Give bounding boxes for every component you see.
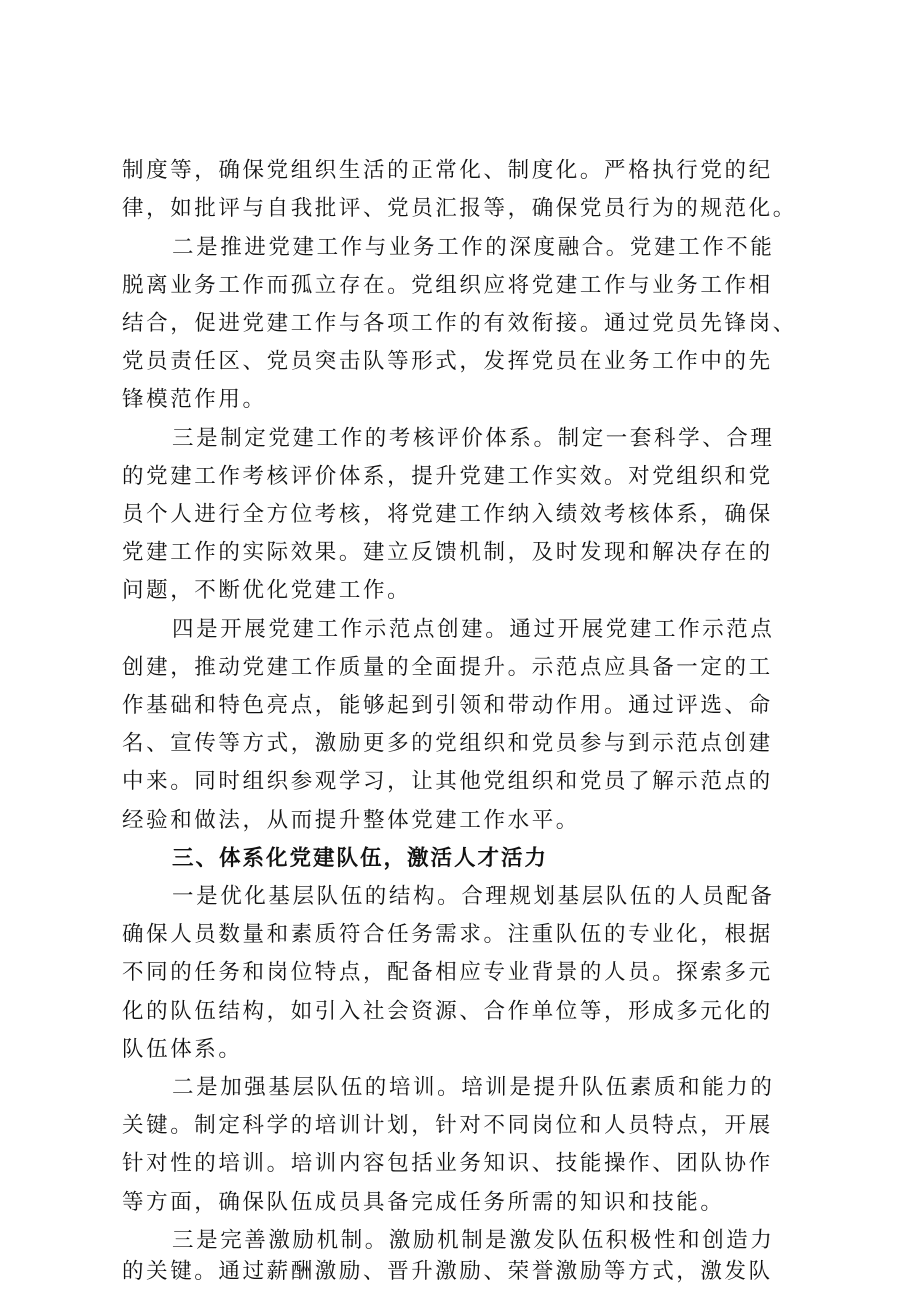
paragraph-first-line: 三是制定党建工作的考核评价体系。制定一套科学、合理 [172,426,775,451]
body-text-line: 化的队伍结构，如引入社会资源、合作单位等，形成多元化的 [122,999,773,1024]
body-text-line: 等方面，确保队伍成员具备完成任务所需的知识和技能。 [122,1190,725,1215]
body-text-line: 律，如批评与自我批评、党员汇报等，确保党员行为的规范化。 [122,196,797,221]
body-text-line: 党员责任区、党员突击队等形式，发挥党员在业务工作中的先 [122,349,773,374]
section-heading: 三、体系化党建队伍，激活人才活力 [172,846,549,871]
body-text-line: 关键。制定科学的培训计划，针对不同岗位和人员特点，开展 [122,1113,773,1138]
body-text-line: 员个人进行全方位考核，将党建工作纳入绩效考核体系，确保 [122,502,773,527]
body-text-line: 的党建工作考核评价体系，提升党建工作实效。对党组织和党 [122,464,773,489]
body-text-line: 问题，不断优化党建工作。 [122,578,412,603]
body-text-line: 的关键。通过薪酬激励、晋升激励、荣誉激励等方式，激发队 [122,1259,773,1284]
body-text-line: 不同的任务和岗位特点，配备相应专业背景的人员。探索多元 [122,960,773,985]
paragraph-first-line: 二是推进党建工作与业务工作的深度融合。党建工作不能 [172,235,775,260]
body-text-line: 作基础和特色亮点，能够起到引领和带动作用。通过评选、命 [122,693,773,718]
body-text-line: 确保人员数量和素质符合任务需求。注重队伍的专业化，根据 [122,922,773,947]
body-text-line: 队伍体系。 [122,1037,243,1062]
body-text-line: 锋模范作用。 [122,387,267,412]
body-text-line: 制度等，确保党组织生活的正常化、制度化。严格执行党的纪 [122,158,773,183]
body-text-line: 结合，促进党建工作与各项工作的有效衔接。通过党员先锋岗、 [122,311,797,336]
body-text-line: 经验和做法，从而提升整体党建工作水平。 [122,808,580,833]
body-text-line: 中来。同时组织参观学习，让其他党组织和党员了解示范点的 [122,769,773,794]
paragraph-first-line: 三是完善激励机制。激励机制是激发队伍积极性和创造力 [172,1228,775,1253]
body-text-line: 创建，推动党建工作质量的全面提升。示范点应具备一定的工 [122,655,773,680]
body-text-line: 针对性的培训。培训内容包括业务知识、技能操作、团队协作 [122,1151,773,1176]
paragraph-first-line: 四是开展党建工作示范点创建。通过开展党建工作示范点 [172,617,775,642]
body-text-line: 名、宣传等方式，激励更多的党组织和党员参与到示范点创建 [122,731,773,756]
paragraph-first-line: 二是加强基层队伍的培训。培训是提升队伍素质和能力的 [172,1075,775,1100]
paragraph-first-line: 一是优化基层队伍的结构。合理规划基层队伍的人员配备 [172,884,775,909]
body-text-line: 党建工作的实际效果。建立反馈机制，及时发现和解决存在的 [122,540,773,565]
body-text-line: 脱离业务工作而孤立存在。党组织应将党建工作与业务工作相 [122,273,773,298]
